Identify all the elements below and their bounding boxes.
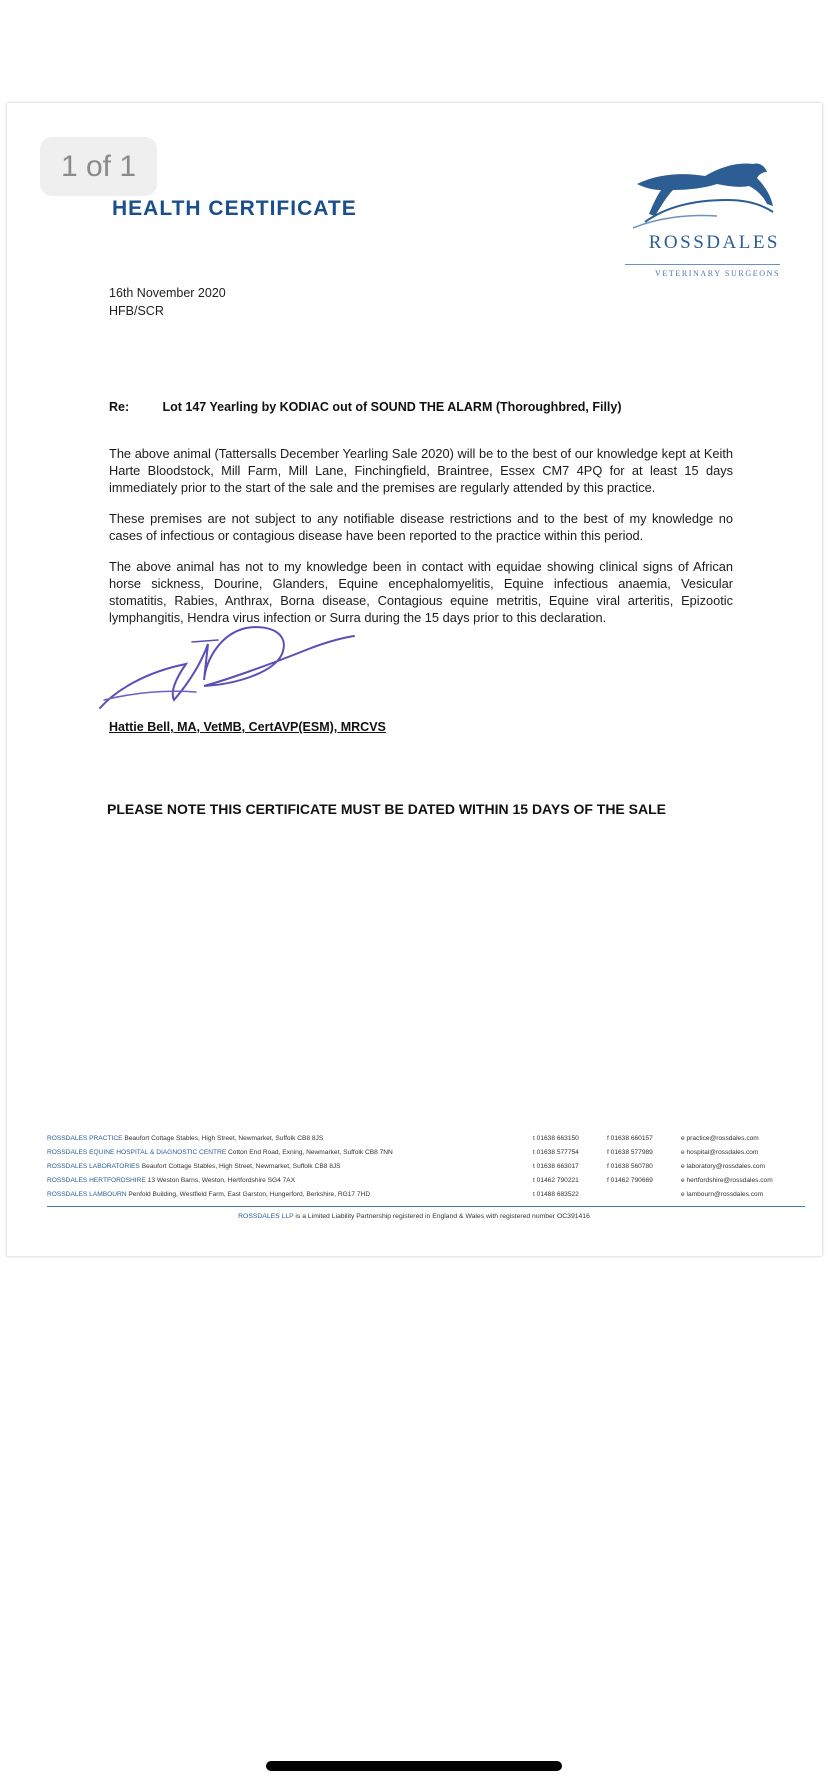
office-address: Beaufort Cottage Stables, High Street, Newmarket, Suffolk CB8 8JS [141,1163,341,1170]
signatory-name: Hattie Bell, MA, VetMB, CertAVP(ESM), MRCVS [109,720,386,734]
paragraph-restrictions: These premises are not subject to any notifiable disease restrictions and to the best of my knowledge no cases of infectious or contagious disease have been reported to the practice within this period. [109,511,733,543]
letter-date: 16th November 2020 [109,286,226,300]
office-address: Cotton End Road, Exning, Newmarket, Suffolk CB8 7NN [228,1149,393,1156]
office-email: e laboratory@rossdales.com [681,1163,766,1170]
office-name: ROSSDALES LAMBOURN [47,1191,127,1198]
office-name: ROSSDALES PRACTICE [47,1135,123,1142]
office-address: Beaufort Cottage Stables, High Street, Newmarket, Suffolk CB8 8JS [124,1135,324,1142]
office-fax: f 01638 560780 [607,1163,653,1170]
rossdales-logo [625,160,780,280]
office-fax: f 01462 790669 [607,1177,653,1184]
office-telephone: t 01462 790221 [533,1177,579,1184]
dating-notice: PLEASE NOTE THIS CERTIFICATE MUST BE DATED WITHIN 15 DAYS OF THE SALE [107,801,667,817]
office-address: Penfold Building, Westfield Farm, East Garston, Hungerford, Berkshire, RG17 7HD [128,1191,371,1198]
office-email: e hospital@rossdales.com [681,1149,759,1156]
office-name: ROSSDALES EQUINE HOSPITAL & DIAGNOSTIC CENTRE [47,1149,227,1156]
footer-office-row [47,1163,341,1174]
footer-office-row [47,1149,393,1160]
office-name: ROSSDALES HERTFORDSHIRE [47,1177,146,1184]
home-indicator[interactable] [266,1761,562,1771]
office-telephone: t 01638 663150 [533,1135,579,1142]
office-email: e practice@rossdales.com [681,1135,759,1142]
paragraph-keeping: The above animal (Tattersalls December Yearling Sale 2020) will be to the best of our knowledge kept at Keith Harte Bloodstock, Mill Farm, Mill Lane, Finchingfield, Braintree, Essex CM7 4PQ for at least 15 days immediately prior to the start of the sale and the premises are regularly attended by this practice. [109,446,733,495]
legal-entity-name: ROSSDALES LLP [238,1213,294,1220]
office-email: e lambourn@rossdales.com [681,1191,764,1198]
certificate-title: HEALTH CERTIFICATE [112,197,357,220]
footer-legal-notice [0,1213,828,1220]
footer-office-row [47,1177,295,1188]
subject-text: Lot 147 Yearling by KODIAC out of SOUND THE ALARM (Thoroughbred, Filly) [162,400,622,414]
office-fax: f 01638 577989 [607,1149,653,1156]
letter-reference: HFB/SCR [109,304,164,318]
office-fax: f 01638 660157 [607,1135,653,1142]
signature-image [96,620,356,715]
legal-registration-text: is a Limited Liability Partnership registered in England & Wales with registered number OC391416 [293,1213,590,1220]
office-telephone: t 01488 683522 [533,1191,579,1198]
footer-office-row [47,1191,370,1202]
subject-line [109,400,622,414]
brand-tagline: VETERINARY SURGEONS [625,264,780,278]
office-address: 13 Weston Barns, Weston, Hertfordshire SG4 7AX [147,1177,296,1184]
office-name: ROSSDALES LABORATORIES [47,1163,140,1170]
horse-logo-icon [627,160,777,230]
page-indicator: 1 of 1 [40,137,157,196]
subject-label: Re: [109,400,130,414]
footer-office-row [47,1135,323,1146]
letter-meta [109,284,226,320]
office-email: e hertfordshire@rossdales.com [681,1177,773,1184]
paragraph-contact: The above animal has not to my knowledge been in contact with equidae showing clinical signs of African horse sickness, Dourine, Glanders, Equine encephalomyelitis, Equine infectious anaemia, Vesicular stomatitis, Rabies, Anthrax, Borna disease, Contagious equine metritis, Equine viral arteritis, Epizootic lymphangitis, Hendra virus infection or Surra during the 15 days prior to this declaration. [109,559,733,625]
office-telephone: t 01638 577754 [533,1149,579,1156]
office-telephone: t 01638 663017 [533,1163,579,1170]
footer-divider [47,1206,805,1207]
brand-name: ROSSDALES [648,232,780,253]
